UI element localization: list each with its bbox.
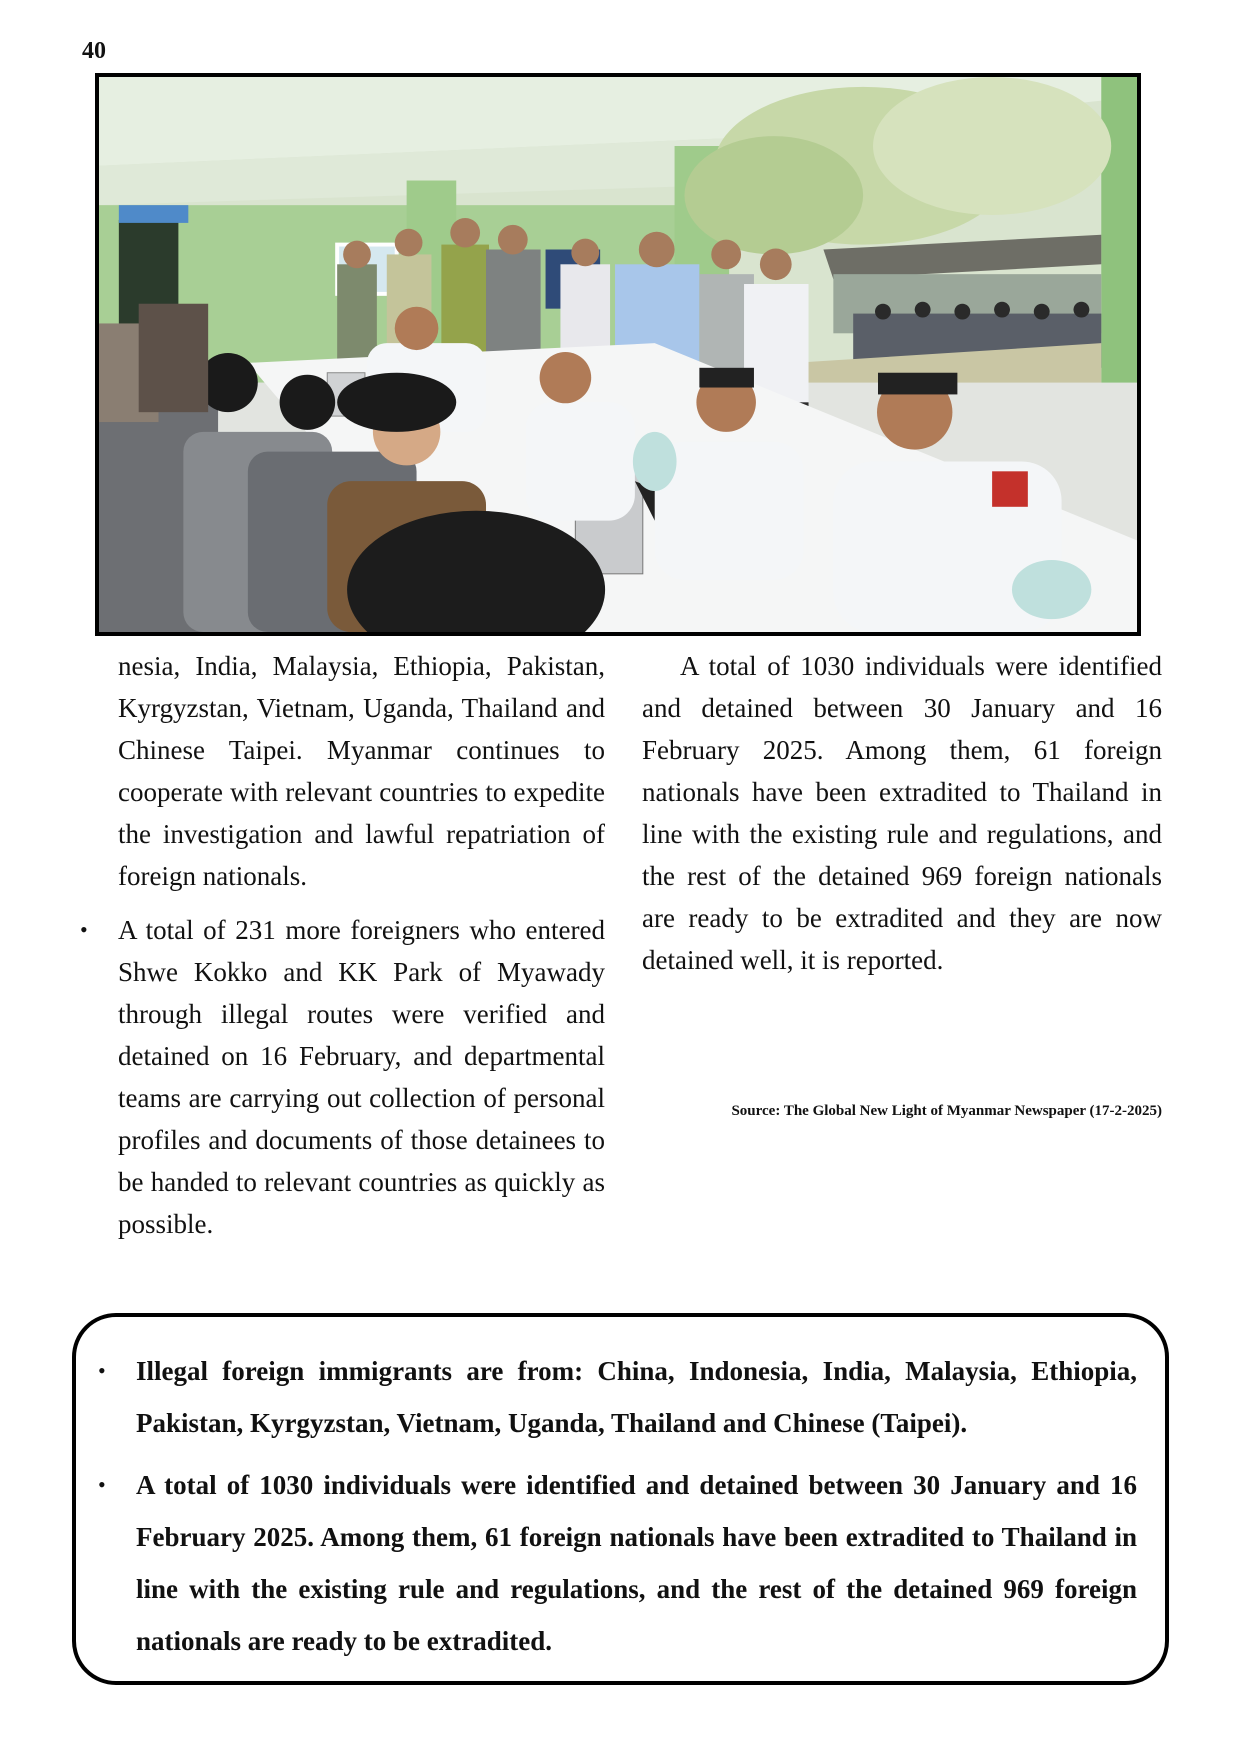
news-photo (95, 73, 1141, 636)
bullet-icon: • (98, 1358, 106, 1383)
bullet-icon: • (98, 1472, 106, 1497)
summary-item (98, 1459, 1137, 1667)
summary-box (72, 1313, 1169, 1685)
summary-item-text: Illegal foreign immigrants are from: China, Indonesia, India, Malaysia, Ethiopia, Pakistan, Kyrgyzstan, Vietnam, Uganda, Thailand and Chinese (Taipei). (136, 1356, 1137, 1438)
summary-item-text: A total of 1030 individuals were identified and detained between 30 January and 16 February 2025. Among them, 61 foreign nationals have been extradited to Thailand in line with the existing rule and regulations, and the rest of the detained 969 foreign nationals are ready to be extradited. (136, 1470, 1137, 1656)
photo-illustration (99, 77, 1137, 632)
article-left-bullet-item (80, 909, 605, 1245)
article-left-column (80, 645, 605, 1245)
bullet-icon: • (80, 917, 88, 942)
article-right-column (642, 645, 1162, 981)
summary-item (98, 1345, 1137, 1449)
source-citation: Source: The Global New Light of Myanmar Newspaper (17-2-2025) (731, 1103, 1162, 1119)
article-left-paragraph: nesia, India, Malaysia, Ethiopia, Pakistan, Kyrgyzstan, Vietnam, Uganda, Thailand and Chinese Taipei. Myanmar continues to cooperate with relevant countries to expedite the investigation and lawful repatriation of foreign nationals. (118, 651, 605, 891)
article-right-paragraph: A total of 1030 individuals were identified and detained between 30 January and 16 February 2025. Among them, 61 foreign nationals have been extradited to Thailand in line with the existing rule and regulations, and the rest of the detained 969 foreign nationals are ready to be extradited and they are now detained well, it is reported. (642, 651, 1162, 975)
page-number: 40 (82, 38, 106, 64)
article-left-bullet-text: A total of 231 more foreigners who entered Shwe Kokko and KK Park of Myawady through illegal routes were verified and detained on 16 February, and departmental teams are carrying out collection of personal profiles and documents of those detainees to be handed to relevant countries as quickly as possible. (118, 915, 605, 1239)
